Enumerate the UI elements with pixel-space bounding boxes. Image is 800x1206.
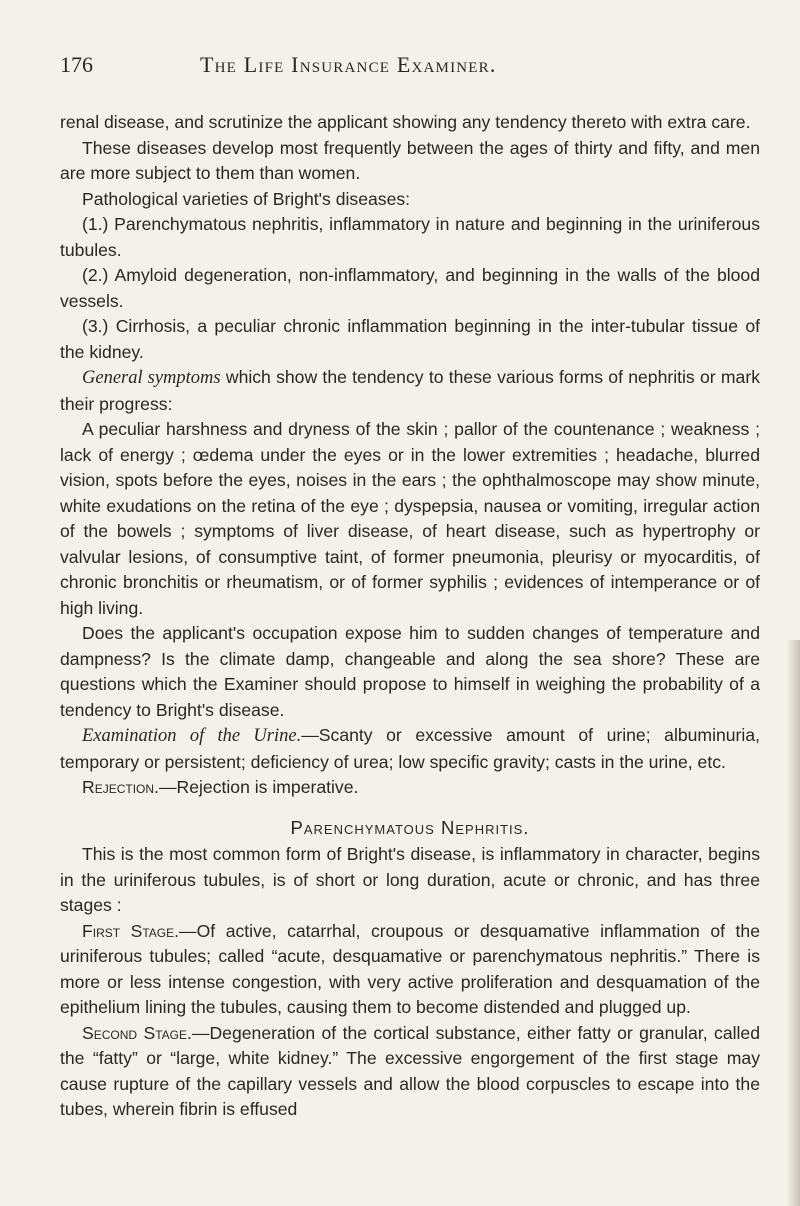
paragraph-text: —Degeneration of the cortical substance, either fatty or granular, called the “fatty” or “large, white kidney.” The excessive engorgement of the first stage may cause rupture of the capillary vessels and allow the blood corpuscles to escape into the tubes, wherein fibrin is effused [60,1022,760,1119]
paragraph [60,365,760,417]
paragraph: A peculiar harshness and dryness of the skin ; pallor of the countenance ; weakness ; lack of energy ; œdema under the eyes or in the lower extremities ; headache, blurred vision, spots before the eyes, noises in the ears ; the ophthalmoscope may show minute, white exudations on the retina of the eye ; dyspepsia, nausea or vomiting, irregular action of the bowels ; symptoms of liver disease, of heart disease, such as hypertrophy or valvular lesions, of consumptive taint, of former pneumonia, pleurisy or myocarditis, of chronic bronchitis or rheumatism, or of former syphilis ; evidences of intemperance or of high living. [60,419,760,618]
italic-phrase: Examination of the Urine. [82,726,302,746]
paragraph [60,723,760,775]
paragraph: Does the applicant's occupation expose him to sudden changes of temperature and dampness? Is the climate damp, changeable and along the sea shore? These are questions which the Examiner should propose to himself in weighing the probability of a tendency to Bright's disease. [60,623,760,720]
italic-phrase: General symptoms [82,368,221,388]
small-caps-lead: Rejection. [82,777,159,797]
page-number: 176 [60,52,93,77]
list-item: (2.) Amyloid degeneration, non-inflammatory, and beginning in the walls of the blood vessels. [60,265,760,311]
paragraph: Pathological varieties of Bright's diseases: [82,188,411,209]
body-text [60,110,760,1123]
small-caps-lead: Second Stage. [82,1022,192,1043]
paragraph [60,1021,760,1123]
paragraph-text: —Of active, catarrhal, croupous or desquamative inflammation of the uriniferous tubules; called “acute, desquamative or parenchymatous nephritis.” There is more or less intense congestion, with very active proliferation and desquamation of the epithelium lining the tubules, causing them to become distended and plugged up. [60,920,761,1017]
paragraph: This is the most common form of Bright's disease, is inflammatory in character, begins in the uriniferous tubules, is of short or long duration, acute or chronic, and has three stages : [60,844,760,915]
list-item: (3.) Cirrhosis, a peculiar chronic inflammation beginning in the inter-tubular tissue of the kidney. [60,316,760,362]
paragraph: renal disease, and scrutinize the applicant showing any tendency thereto with extra care. [60,112,751,132]
page-header [60,52,760,86]
list-item: (1.) Parenchymatous nephritis, inflammatory in nature and beginning in the uriniferous tubules. [60,214,760,260]
paragraph-text: —Scanty or excessive amount of urine; albuminuria, temporary or persistent; deficiency of urea; low specific gravity; casts in the urine, etc. [60,725,760,772]
section-heading: Parenchymatous Nephritis. [290,816,530,838]
running-head: The Life Insurance Examiner. [200,52,497,77]
paragraph [60,775,760,801]
paragraph [60,919,760,1021]
paragraph-text: which show the tendency to these various forms of nephritis or mark their progress: [60,367,760,414]
paragraph: These diseases develop most frequently between the ages of thirty and fifty, and men are more subject to them than women. [60,137,760,183]
paragraph-text: —Rejection is imperative. [158,777,359,797]
page-edge-shadow [786,640,800,1206]
small-caps-lead: First Stage. [82,920,180,941]
